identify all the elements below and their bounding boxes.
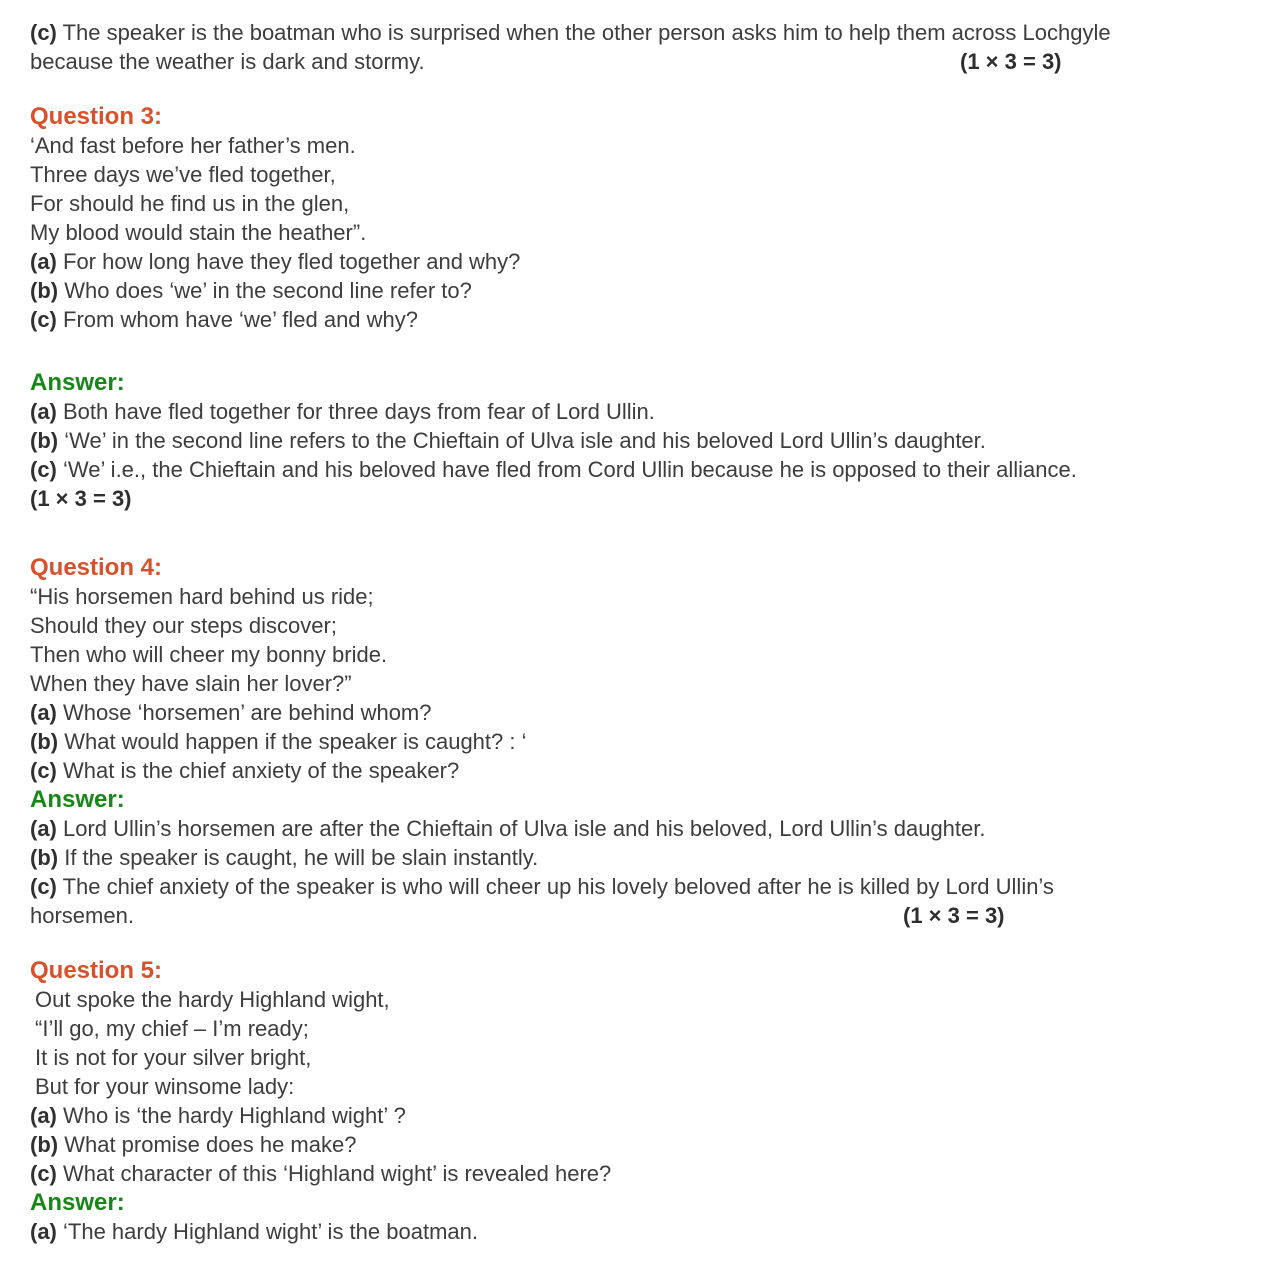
item-marker: (a): [30, 700, 57, 725]
marks-label: (1 × 3 = 3): [30, 486, 132, 511]
line-text: Who is ‘the hardy Highland wight’ ?: [56, 1103, 406, 1128]
answer-item: [30, 843, 1247, 872]
poem-line: [30, 1043, 1247, 1072]
line-text: Who does ‘we’ in the second line refer to?: [58, 278, 472, 303]
item-marker: (a): [30, 399, 57, 424]
poem-line: [30, 611, 1247, 640]
answer-item: [30, 872, 1247, 901]
text-line: [30, 47, 1247, 76]
line-text: When they have slain her lover?”: [30, 671, 352, 696]
item-marker: (a): [30, 1103, 57, 1128]
answer-heading: Answer:: [30, 369, 125, 396]
line-text: ‘We’ i.e., the Chieftain and his beloved have fled from Cord Ullin because he is opposed to their alliance.: [56, 457, 1077, 482]
question-item: [30, 1159, 1247, 1188]
section-question-4: [30, 553, 1247, 785]
line-text: ‘We’ in the second line refers to the Chieftain of Ulva isle and his beloved Lord Ullin’s daughter.: [58, 428, 986, 453]
question-item: [30, 756, 1247, 785]
line-text: “His horsemen hard behind us ride;: [30, 584, 374, 609]
item-marker: (b): [30, 729, 59, 754]
text-line: [30, 18, 1247, 47]
question-heading: Question 3:: [30, 103, 163, 130]
item-marker: (b): [30, 278, 59, 303]
item-marker: (b): [30, 845, 59, 870]
line-text: If the speaker is caught, he will be slain instantly.: [58, 845, 539, 870]
item-marker: (c): [30, 20, 57, 45]
question-item: [30, 1101, 1247, 1130]
question-item: [30, 698, 1247, 727]
line-text: Out spoke the hardy Highland wight,: [35, 987, 390, 1012]
item-marker: (c): [30, 1161, 57, 1186]
question-item: [30, 727, 1247, 756]
line-text: It is not for your silver bright,: [35, 1045, 312, 1070]
item-marker: (c): [30, 758, 57, 783]
line-text: What character of this ‘Highland wight’ is revealed here?: [56, 1161, 612, 1186]
section-answer-3: [30, 368, 1247, 513]
line-text: Both have fled together for three days from fear of Lord Ullin.: [56, 399, 655, 424]
section-answer-5: [30, 1188, 1247, 1246]
line-text: My blood would stain the heather”.: [30, 220, 367, 245]
line-text: “I’ll go, my chief – I’m ready;: [35, 1016, 309, 1041]
poem-line: [30, 640, 1247, 669]
item-marker: (a): [30, 816, 57, 841]
line-text: For how long have they fled together and why?: [56, 249, 521, 274]
answer-item: [30, 397, 1247, 426]
poem-line: [30, 160, 1247, 189]
line-text: horsemen.: [30, 903, 134, 928]
question-item: [30, 276, 1247, 305]
answer-item: [30, 901, 1247, 930]
line-text: Should they our steps discover;: [30, 613, 337, 638]
answer-item: [30, 455, 1247, 484]
item-marker: (c): [30, 457, 57, 482]
poem-line: [30, 189, 1247, 218]
item-marker: (a): [30, 249, 57, 274]
line-text: Lord Ullin’s horsemen are after the Chieftain of Ulva isle and his beloved, Lord Ullin’s daughter.: [56, 816, 986, 841]
line-text: For should he find us in the glen,: [30, 191, 350, 216]
item-marker: (c): [30, 874, 57, 899]
section-question-3: [30, 102, 1247, 334]
item-marker: (b): [30, 1132, 59, 1157]
answer-heading: Answer:: [30, 786, 125, 813]
line-text: Three days we’ve fled together,: [30, 162, 336, 187]
line-text: What is the chief anxiety of the speaker?: [56, 758, 460, 783]
item-marker: (b): [30, 428, 59, 453]
question-item: [30, 305, 1247, 334]
poem-line: [30, 1014, 1247, 1043]
poem-line: [30, 985, 1247, 1014]
question-item: [30, 1130, 1247, 1159]
section-question-5: [30, 956, 1247, 1188]
item-marker: (a): [30, 1219, 57, 1244]
line-text: ‘And fast before her father’s men.: [30, 133, 356, 158]
question-heading: Question 4:: [30, 554, 163, 581]
poem-line: [30, 669, 1247, 698]
line-text: But for your winsome lady:: [35, 1074, 295, 1099]
poem-line: [30, 1072, 1247, 1101]
line-text: because the weather is dark and stormy.: [30, 49, 425, 74]
answer-item: [30, 814, 1247, 843]
answer-item: [30, 426, 1247, 455]
poem-line: [30, 218, 1247, 247]
marks-label: (1 × 3 = 3): [960, 49, 1062, 74]
line-text: The speaker is the boatman who is surprised when the other person asks him to help them across Lochgyle: [56, 20, 1111, 45]
section-answer-continuation: [30, 18, 1247, 76]
question-heading: Question 5:: [30, 957, 163, 984]
line-text: The chief anxiety of the speaker is who will cheer up his lovely beloved after he is killed by Lord Ullin’s: [56, 874, 1054, 899]
answer-item: [30, 1217, 1247, 1246]
answer-heading: Answer:: [30, 1189, 125, 1216]
line-text: ‘The hardy Highland wight’ is the boatman.: [56, 1219, 478, 1244]
item-marker: (c): [30, 307, 57, 332]
line-text: What promise does he make?: [58, 1132, 357, 1157]
poem-line: [30, 131, 1247, 160]
question-item: [30, 247, 1247, 276]
line-text: What would happen if the speaker is caught? : ‘: [58, 729, 527, 754]
line-text: Then who will cheer my bonny bride.: [30, 642, 388, 667]
marks-label: (1 × 3 = 3): [903, 903, 1005, 928]
poem-line: [30, 582, 1247, 611]
section-answer-4: [30, 785, 1247, 930]
line-text: Whose ‘horsemen’ are behind whom?: [56, 700, 432, 725]
line-text: From whom have ‘we’ fled and why?: [56, 307, 419, 332]
